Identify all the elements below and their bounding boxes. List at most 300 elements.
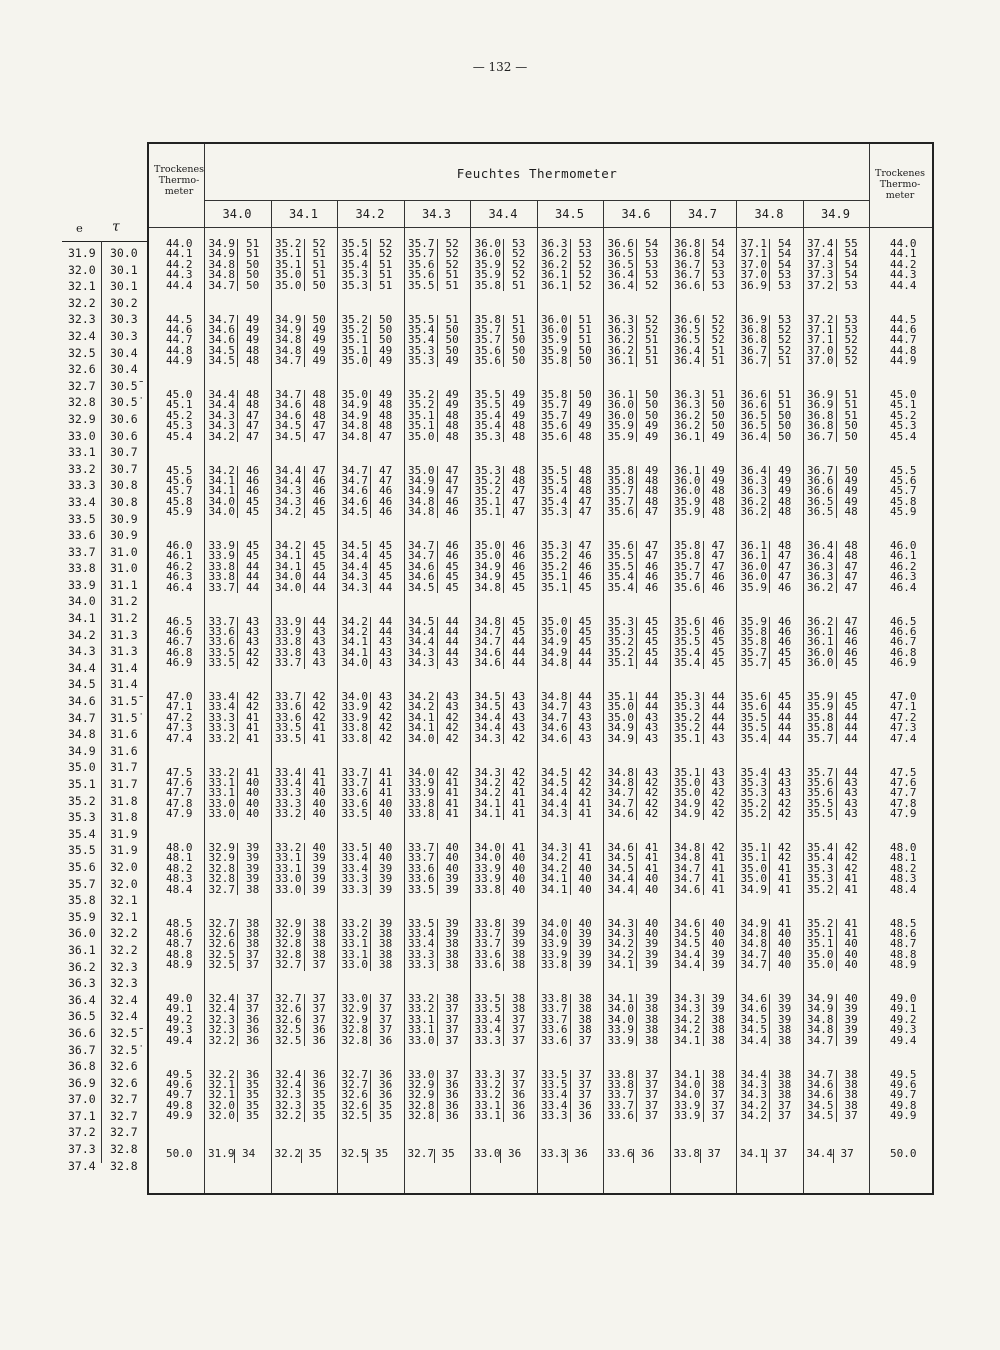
side-e-value: 33.0 — [68, 428, 96, 443]
temperature-values: 33.8 33.8 33.7 33.7 33.6 — [607, 1070, 637, 1122]
side-tau-value: 32.7 — [110, 1125, 138, 1140]
side-e-value: 32.0 — [68, 262, 96, 277]
table-cell — [204, 614, 268, 671]
table-cell — [603, 541, 667, 595]
humidity-values: 44 43 43 43 43 — [578, 690, 592, 745]
side-table-row — [62, 1091, 148, 1108]
humidity-values: 45 45 45 44 44 — [312, 539, 326, 594]
humidity-values: 48 48 48 47 47 — [312, 388, 326, 443]
temperature-values: 35.7 35.7 35.6 35.6 35.5 — [408, 239, 438, 291]
table-cell — [204, 994, 268, 1048]
humidity-values: 51 51 51 50 50 — [578, 312, 592, 368]
humidity-values: 51 50 50 50 49 — [445, 312, 459, 368]
humidity-values: 49 49 48 48 48 — [445, 388, 459, 443]
side-e-value: 34.0 — [68, 594, 96, 609]
humidity-values: 51 51 50 50 50 — [512, 312, 526, 368]
side-e-value: 36.9 — [68, 1075, 96, 1090]
table-cell — [204, 390, 268, 444]
side-tau-value: 32.3 — [110, 976, 138, 991]
humidity-values: 51 50 50 50 49 — [711, 388, 725, 443]
temperature-values: 35.9 35.9 35.8 35.8 35.7 — [807, 692, 837, 744]
table-cell — [470, 692, 534, 746]
table-cell — [470, 390, 534, 444]
table-cell — [603, 614, 667, 671]
side-table-row — [62, 676, 148, 693]
table-cell — [803, 239, 867, 293]
temperature-values: 35.4 35.4 35.3 35.3 35.2 — [807, 843, 837, 895]
side-e-value: 35.9 — [68, 909, 96, 924]
table-cell — [736, 916, 800, 973]
humidity-values: 40 40 40 39 39 — [445, 841, 459, 896]
table-cell — [470, 463, 534, 520]
temperature-values: 36.7 36.6 36.6 36.5 36.5 — [807, 466, 837, 518]
humidity-values: 45 44 44 44 44 — [778, 690, 792, 745]
side-e-value: 33.5 — [68, 511, 96, 526]
table-cell — [603, 843, 667, 897]
table-cell — [537, 541, 601, 595]
side-table-row — [62, 842, 148, 859]
side-table-row — [62, 394, 148, 411]
humidity-values: 42 41 41 41 41 — [445, 765, 459, 821]
humidity-values: 42 42 41 41 41 — [512, 765, 526, 821]
temperature-values: 35.5 35.5 35.4 35.4 35.3 — [474, 390, 504, 442]
humidity-values: 37 37 37 37 36 — [379, 992, 393, 1047]
table-cell — [271, 312, 335, 369]
humidity-values: 48 47 47 47 46 — [778, 539, 792, 594]
humidity-values: 39 39 39 38 38 — [512, 916, 526, 972]
temperature-values: 34.3 34.2 34.2 34.1 34.1 — [541, 843, 571, 895]
humidity-values: 53 53 52 52 52 — [844, 312, 858, 368]
side-table-row — [62, 1124, 148, 1141]
temperature-values: 36.2 36.1 36.1 36.0 36.0 — [807, 617, 837, 669]
table-cell — [537, 843, 601, 897]
table-cell — [204, 239, 268, 293]
dry-bulb-values: 46.5 46.6 46.7 46.8 46.9 — [890, 614, 917, 670]
humidity-values: 46 46 46 45 45 — [512, 539, 526, 594]
side-header-e: e — [76, 221, 83, 235]
wet-thermometer-title: Feuchtes Thermometer — [456, 166, 618, 181]
dry-bulb-values: 49.5 49.6 49.7 49.8 49.9 — [890, 1067, 917, 1123]
temperature-values: 33.2 33.1 33.1 33.0 33.0 — [208, 768, 238, 820]
side-tau-value: 30.8 — [110, 478, 138, 493]
dry-bulb-values: 45.0 45.1 45.2 45.3 45.4 — [890, 388, 917, 443]
dry-bulb-values: 50.0 — [890, 1147, 917, 1160]
side-tau-value: 30.1 — [110, 262, 138, 277]
side-e-value: 34.7 — [68, 710, 96, 725]
temperature-values: 36.1 36.1 36.0 36.0 35.9 — [740, 541, 770, 593]
dry-bulb-values: 45.5 45.6 45.7 45.8 45.9 — [890, 463, 917, 519]
temperature-values: 35.0 35.0 34.9 34.9 34.8 — [474, 541, 504, 593]
table-cell — [404, 312, 468, 369]
table-cell — [537, 614, 601, 671]
humidity-values: 43 42 42 42 42 — [379, 690, 393, 745]
table-cell — [271, 843, 335, 897]
side-e-value: 35.2 — [68, 793, 96, 808]
side-tau-value: 32.6 — [110, 1075, 138, 1090]
side-e-value: 34.1 — [68, 611, 96, 626]
table-cell — [337, 390, 401, 444]
cell-divider — [434, 1149, 435, 1163]
side-table-row — [62, 809, 148, 826]
side-tau-value: 30.9 — [110, 528, 138, 543]
table-cell — [803, 843, 867, 897]
humidity-values: 44 44 44 44 43 — [445, 614, 459, 670]
humidity-values: 42 42 41 41 41 — [246, 690, 260, 745]
side-table-rows — [62, 245, 148, 1174]
side-tau-value: 32.6 — [110, 1059, 138, 1074]
dry-bulb-values: 49.0 49.1 49.2 49.3 49.4 — [166, 992, 193, 1047]
side-table-row — [62, 1042, 148, 1059]
humidity-value: 35 — [375, 1147, 389, 1160]
temperature-values: 37.2 37.1 37.1 37.0 37.0 — [807, 315, 837, 367]
temperature-values: 34.2 34.1 34.1 34.0 34.0 — [275, 541, 305, 593]
temperature-values: 33.5 33.5 33.4 33.4 33.3 — [541, 1070, 571, 1122]
humidity-values: 39 38 38 38 38 — [645, 992, 659, 1047]
cell-divider — [766, 1149, 767, 1163]
humidity-values: 40 40 40 39 39 — [711, 916, 725, 972]
humidity-value: 34 — [242, 1147, 256, 1160]
humidity-values: 47 47 47 46 46 — [711, 539, 725, 594]
humidity-values: 52 52 52 51 51 — [445, 237, 459, 292]
humidity-values: 45 45 44 44 44 — [844, 690, 858, 745]
table-cell — [670, 692, 734, 746]
dry-bulb-values: 44.0 44.1 44.2 44.3 44.4 — [166, 237, 193, 292]
humidity-values: 52 52 51 51 51 — [645, 312, 659, 368]
table-cell — [537, 765, 601, 822]
table-cell — [337, 1067, 401, 1124]
table-cell — [603, 312, 667, 369]
table-cell — [736, 541, 800, 595]
temperature-values: 35.8 35.7 35.7 35.6 35.6 — [541, 390, 571, 442]
side-table-row — [62, 311, 148, 328]
table-cell — [271, 1067, 335, 1124]
table-cell — [337, 312, 401, 369]
temperature-values: 33.5 33.5 33.4 33.4 33.3 — [474, 994, 504, 1046]
temperature-values: 33.4 33.4 33.3 33.3 33.2 — [208, 692, 238, 744]
side-e-value: 36.4 — [68, 992, 96, 1007]
side-e-value: 33.1 — [68, 445, 96, 460]
table-cell — [271, 541, 335, 595]
side-table-row — [62, 975, 148, 992]
humidity-values: 48 48 47 47 47 — [512, 463, 526, 519]
humidity-values: 40 39 39 39 39 — [312, 841, 326, 896]
humidity-values: 38 38 38 37 37 — [778, 1067, 792, 1123]
side-table-row — [62, 942, 148, 959]
side-e-value: 32.1 — [68, 279, 96, 294]
humidity-values: 48 48 47 47 47 — [844, 539, 858, 594]
side-tau-value: 32.3 — [110, 959, 138, 974]
temperature-values: 32.2 32.1 32.1 32.0 32.0 — [208, 1070, 238, 1122]
side-e-value: 34.6 — [68, 694, 96, 709]
temperature-values: 35.3 35.2 35.2 35.1 35.1 — [474, 466, 504, 518]
temperature-values: 33.0 32.9 32.9 32.8 32.8 — [341, 994, 371, 1046]
humidity-values: 44 44 43 43 43 — [379, 614, 393, 670]
side-e-value: 34.9 — [68, 743, 96, 758]
side-tau-value: 30.8 — [110, 494, 138, 509]
side-tau-value: 32.2 — [110, 926, 138, 941]
humidity-values: 38 38 38 38 37 — [312, 916, 326, 972]
table-cell — [736, 1067, 800, 1124]
humidity-values: 40 39 39 39 39 — [844, 992, 858, 1047]
table-cell — [470, 916, 534, 973]
table-cell — [470, 239, 534, 293]
table-cell — [736, 843, 800, 897]
humidity-values: 37 37 36 36 36 — [246, 992, 260, 1047]
table-cell — [470, 614, 534, 671]
side-tau-value: 31.9 — [110, 826, 138, 841]
side-tau-value: 30.9 — [110, 511, 138, 526]
dry-bulb-values: 48.5 48.6 48.7 48.8 48.9 — [166, 916, 193, 972]
side-e-value: 33.3 — [68, 478, 96, 493]
temperature-values: 34.3 34.3 34.2 34.2 34.1 — [674, 994, 704, 1046]
side-table-row — [62, 710, 148, 727]
side-table-row — [62, 627, 148, 644]
table-cell — [537, 312, 601, 369]
table-cell — [404, 692, 468, 746]
temperature-value: 33.3 — [540, 1147, 567, 1160]
temperature-values: 35.6 35.5 35.5 35.4 35.4 — [607, 541, 637, 593]
side-tau-value: 32.5̇ — [110, 1042, 138, 1057]
temperature-values: 34.0 33.9 33.9 33.8 33.8 — [408, 768, 438, 820]
side-e-value: 36.5 — [68, 1009, 96, 1024]
temperature-values: 35.2 35.2 35.1 35.1 35.0 — [408, 390, 438, 442]
humidity-values: 54 53 53 53 52 — [645, 237, 659, 292]
humidity-values: 52 51 51 51 50 — [312, 237, 326, 292]
temperature-values: 35.0 35.0 34.9 34.9 34.8 — [541, 617, 571, 669]
side-table-row — [62, 959, 148, 976]
side-table-row — [62, 1075, 148, 1092]
table-cell — [337, 239, 401, 293]
dry-bulb-values: 50.0 — [166, 1147, 193, 1160]
table-cell — [204, 916, 268, 973]
temperature-values: 33.2 33.2 33.1 33.1 33.0 — [408, 994, 438, 1046]
dry-bulb-values: 45.5 45.6 45.7 45.8 45.9 — [166, 463, 193, 519]
temperature-values: 34.7 34.6 34.6 34.5 34.5 — [807, 1070, 837, 1122]
temperature-values: 36.3 36.3 36.2 36.2 36.1 — [607, 315, 637, 367]
dry-bulb-values: 48.0 48.1 48.2 48.3 48.4 — [890, 841, 917, 896]
side-tau-value: 31.8 — [110, 793, 138, 808]
temperature-value: 34.4 — [806, 1147, 833, 1160]
side-table-row — [62, 411, 148, 428]
right-dry-header: Trockenes Thermo- meter — [875, 168, 925, 201]
side-table-row — [62, 793, 148, 810]
table-cell — [603, 916, 667, 973]
humidity-values: 48 48 48 47 47 — [578, 463, 592, 519]
temperature-values: 36.6 36.5 36.5 36.4 36.4 — [674, 315, 704, 367]
humidity-values: 48 48 47 47 47 — [246, 388, 260, 443]
temperature-values: 36.1 36.0 36.0 35.9 35.9 — [674, 466, 704, 518]
temperature-value: 32.5 — [341, 1147, 368, 1160]
side-tau-value: 32.5̄ — [110, 1025, 138, 1040]
table-cell — [271, 692, 335, 746]
column-header: 34.1 — [289, 207, 318, 221]
side-tau-value: 32.2 — [110, 942, 138, 957]
side-table-row — [62, 909, 148, 926]
temperature-values: 35.1 35.0 35.0 34.9 34.9 — [674, 768, 704, 820]
temperature-values: 35.2 35.1 35.1 35.0 35.0 — [807, 919, 837, 971]
table-cell — [404, 1067, 468, 1124]
temperature-values: 32.7 32.7 32.6 32.6 32.5 — [341, 1070, 371, 1122]
temperature-values: 35.1 35.1 35.0 35.0 34.9 — [740, 843, 770, 895]
temperature-value: 33.8 — [673, 1147, 700, 1160]
side-e-value: 34.3 — [68, 644, 96, 659]
side-e-value: 35.3 — [68, 810, 96, 825]
side-tau-value: 31.1 — [110, 577, 138, 592]
side-table-row — [62, 726, 148, 743]
temperature-values: 33.9 33.9 33.8 33.8 33.7 — [208, 541, 238, 593]
side-tau-value: 31.6 — [110, 743, 138, 758]
humidity-values: 45 45 45 45 44 — [645, 614, 659, 670]
temperature-value: 33.6 — [607, 1147, 634, 1160]
dry-bulb-values: 47.0 47.1 47.2 47.3 47.4 — [166, 690, 193, 745]
table-cell — [670, 843, 734, 897]
humidity-values: 42 41 41 41 41 — [711, 841, 725, 896]
temperature-values: 36.6 36.6 36.5 36.5 36.4 — [740, 390, 770, 442]
temperature-values: 34.7 34.7 34.6 34.6 34.5 — [408, 541, 438, 593]
side-tau-value: 31.7 — [110, 760, 138, 775]
table-cell — [470, 1067, 534, 1124]
humidity-values: 45 45 45 44 44 — [578, 614, 592, 670]
column-header-rule — [149, 227, 932, 228]
side-tau-value: 30.5̄ — [110, 378, 138, 393]
table-cell — [470, 541, 534, 595]
table-cell — [271, 463, 335, 520]
humidity-values: 51 51 50 50 50 — [246, 237, 260, 292]
dry-bulb-values: 49.5 49.6 49.7 49.8 49.9 — [166, 1067, 193, 1123]
dry-bulb-values: 47.5 47.6 47.7 47.8 47.9 — [166, 765, 193, 821]
humidity-values: 47 46 46 46 45 — [312, 463, 326, 519]
side-e-value: 37.4 — [68, 1158, 96, 1173]
table-cell — [603, 1067, 667, 1124]
table-cell — [337, 843, 401, 897]
side-tau-value: 32.7 — [110, 1108, 138, 1123]
side-table-row — [62, 593, 148, 610]
humidity-values: 39 39 39 39 38 — [246, 841, 260, 896]
humidity-values: 49 48 48 48 47 — [645, 463, 659, 519]
humidity-values: 50 49 49 49 48 — [844, 463, 858, 519]
temperature-values: 34.5 34.4 34.4 34.3 34.3 — [341, 541, 371, 593]
humidity-values: 44 44 43 43 43 — [645, 690, 659, 745]
humidity-value: 37 — [774, 1147, 788, 1160]
side-table-row — [62, 859, 148, 876]
table-cell — [803, 614, 867, 671]
humidity-values: 50 50 50 49 49 — [379, 312, 393, 368]
table-cell — [736, 692, 800, 746]
table-cell — [537, 994, 601, 1048]
temperature-values: 34.1 34.0 34.0 33.9 33.9 — [607, 994, 637, 1046]
side-tau-value: 32.1 — [110, 893, 138, 908]
temperature-values: 34.2 34.2 34.1 34.1 34.0 — [408, 692, 438, 744]
humidity-values: 41 41 40 40 40 — [844, 916, 858, 972]
humidity-values: 54 54 54 53 53 — [778, 237, 792, 292]
side-tau-value: 30.2 — [110, 295, 138, 310]
temperature-values: 35.5 35.4 35.4 35.3 35.3 — [341, 239, 371, 291]
side-tau-value: 31.6 — [110, 727, 138, 742]
humidity-values: 44 44 44 44 43 — [711, 690, 725, 745]
temperature-values: 35.0 34.9 34.9 34.8 34.8 — [341, 390, 371, 442]
side-tau-value: 30.6 — [110, 411, 138, 426]
temperature-values: 35.5 35.5 35.4 35.4 35.3 — [541, 466, 571, 518]
temperature-values: 35.7 35.6 35.6 35.5 35.5 — [807, 768, 837, 820]
humidity-value: 37 — [840, 1147, 854, 1160]
side-tau-value: 31.2 — [110, 594, 138, 609]
dry-bulb-values: 46.0 46.1 46.2 46.3 46.4 — [890, 539, 917, 594]
humidity-values: 38 38 37 37 37 — [512, 992, 526, 1047]
side-table-row — [62, 378, 148, 395]
temperature-values: 35.3 35.3 35.2 35.2 35.1 — [674, 692, 704, 744]
table-cell — [204, 843, 268, 897]
table-cell — [670, 614, 734, 671]
table-cell — [204, 541, 268, 595]
side-e-value: 32.9 — [68, 411, 96, 426]
side-table-row — [62, 925, 148, 942]
table-cell — [603, 994, 667, 1048]
table-cell — [736, 614, 800, 671]
humidity-values: 41 40 40 40 40 — [246, 765, 260, 821]
table-cell — [271, 916, 335, 973]
humidity-values: 40 40 39 39 39 — [379, 841, 393, 896]
table-cell — [204, 1149, 268, 1203]
temperature-values: 34.7 34.6 34.6 34.5 34.5 — [208, 315, 238, 367]
temperature-values: 34.5 34.5 34.4 34.4 34.3 — [474, 692, 504, 744]
side-e-value: 31.9 — [68, 246, 96, 260]
side-tau-value: 32.8 — [110, 1142, 138, 1157]
temperature-values: 34.0 34.0 33.9 33.9 33.8 — [541, 919, 571, 971]
side-table-row — [62, 1008, 148, 1025]
humidity-values: 46 46 45 45 45 — [711, 614, 725, 670]
table-cell — [404, 390, 468, 444]
table-cell — [337, 765, 401, 822]
table-cell — [404, 765, 468, 822]
dry-bulb-values: 47.5 47.6 47.7 47.8 47.9 — [890, 765, 917, 821]
side-tau-value: 32.4 — [110, 1009, 138, 1024]
side-tau-value: 30.6 — [110, 428, 138, 443]
side-table-row — [62, 295, 148, 312]
temperature-value: 31.9 — [208, 1147, 235, 1160]
table-cell — [337, 692, 401, 746]
temperature-values: 35.0 34.9 34.9 34.8 34.8 — [408, 466, 438, 518]
humidity-values: 36 36 36 35 35 — [379, 1067, 393, 1123]
temperature-values: 34.5 34.4 34.4 34.3 34.3 — [408, 617, 438, 669]
humidity-values: 41 40 40 40 40 — [512, 841, 526, 896]
side-tau-value: 31.0 — [110, 544, 138, 559]
temperature-values: 34.8 34.7 34.7 34.6 34.6 — [541, 692, 571, 744]
side-e-value: 34.4 — [68, 660, 96, 675]
side-table-row — [62, 361, 148, 378]
table-cell — [470, 843, 534, 897]
side-table-row — [62, 245, 148, 262]
temperature-values: 34.2 34.1 34.1 34.0 34.0 — [208, 466, 238, 518]
temperature-values: 34.1 34.0 34.0 33.9 33.9 — [674, 1070, 704, 1122]
table-cell — [537, 463, 601, 520]
temperature-values: 35.1 35.0 35.0 34.9 34.9 — [607, 692, 637, 744]
table-cell — [670, 463, 734, 520]
table-cell — [803, 916, 867, 973]
humidity-values: 39 39 38 38 38 — [445, 916, 459, 972]
table-cell — [603, 239, 667, 293]
side-tau-value: 31.3 — [110, 627, 138, 642]
temperature-values: 33.2 33.2 33.1 33.1 33.0 — [341, 919, 371, 971]
humidity-value: 37 — [707, 1147, 721, 1160]
side-e-value: 35.0 — [68, 760, 96, 775]
side-tau-value: 30.3 — [110, 328, 138, 343]
table-cell — [803, 390, 867, 444]
side-e-value: 32.8 — [68, 395, 96, 410]
table-cell — [736, 463, 800, 520]
side-tau-value: 30.4 — [110, 345, 138, 360]
cell-divider — [633, 1149, 634, 1163]
side-table-row — [62, 560, 148, 577]
